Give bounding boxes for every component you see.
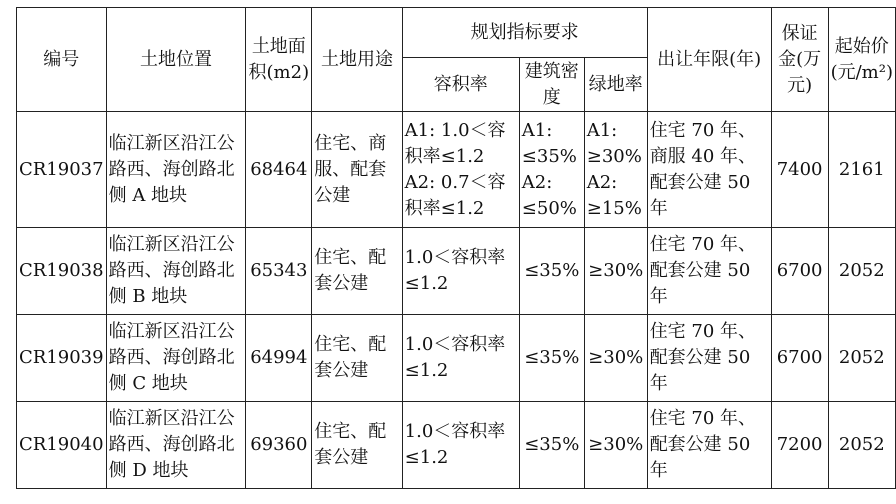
cell-use: 住宅、配套公建 (312, 228, 402, 315)
header-density: 建筑密度 (519, 58, 584, 112)
cell-use: 住宅、商服、配套公建 (312, 112, 402, 228)
cell-deposit: 6700 (771, 228, 828, 315)
table-row (17, 112, 896, 228)
header-far: 容积率 (402, 58, 519, 112)
cell-code: CR19038 (17, 228, 107, 315)
cell-far: A1: 1.0＜容积率≤1.2 A2: 0.7＜容积率≤1.2 (402, 112, 519, 228)
cell-term: 住宅 70 年、商服 40 年、配套公建 50 年 (647, 112, 771, 228)
cell-location: 临江新区沿江公路西、海创路北侧 C 地块 (106, 315, 246, 402)
header-location: 土地位置 (106, 8, 246, 112)
cell-green: ≥30% (584, 315, 647, 402)
cell-start-price: 2052 (828, 315, 895, 402)
cell-far: 1.0＜容积率≤1.2 (402, 315, 519, 402)
cell-location: 临江新区沿江公路西、海创路北侧 A 地块 (106, 112, 246, 228)
cell-term: 住宅 70 年、配套公建 50 年 (647, 315, 771, 402)
cell-location: 临江新区沿江公路西、海创路北侧 D 地块 (106, 402, 246, 489)
cell-far: 1.0＜容积率≤1.2 (402, 402, 519, 489)
header-area: 土地面积(m2) (246, 8, 312, 112)
cell-term: 住宅 70 年、配套公建 50 年 (647, 228, 771, 315)
cell-deposit: 7200 (771, 402, 828, 489)
cell-start-price: 2052 (828, 228, 895, 315)
cell-area: 69360 (246, 402, 312, 489)
cell-green: ≥30% (584, 402, 647, 489)
cell-deposit: 6700 (771, 315, 828, 402)
cell-code: CR19037 (17, 112, 107, 228)
cell-use: 住宅、配套公建 (312, 315, 402, 402)
header-deposit: 保证金(万元) (771, 8, 828, 112)
cell-code: CR19040 (17, 402, 107, 489)
cell-density: A1: ≤35% A2: ≤50% (519, 112, 584, 228)
cell-use: 住宅、配套公建 (312, 402, 402, 489)
land-auction-table (16, 7, 896, 489)
cell-code: CR19039 (17, 315, 107, 402)
cell-start-price: 2052 (828, 402, 895, 489)
cell-green: ≥30% (584, 228, 647, 315)
cell-density: ≤35% (519, 315, 584, 402)
header-green: 绿地率 (584, 58, 647, 112)
header-code: 编号 (17, 8, 107, 112)
header-use: 土地用途 (312, 8, 402, 112)
table-row (17, 315, 896, 402)
header-planning: 规划指标要求 (402, 8, 647, 58)
cell-area: 64994 (246, 315, 312, 402)
cell-term: 住宅 70 年、配套公建 50 年 (647, 402, 771, 489)
cell-area: 65343 (246, 228, 312, 315)
header-start-price: 起始价(元/m²) (828, 8, 895, 112)
cell-deposit: 7400 (771, 112, 828, 228)
cell-far: 1.0＜容积率≤1.2 (402, 228, 519, 315)
cell-green: A1: ≥30% A2: ≥15% (584, 112, 647, 228)
cell-density: ≤35% (519, 228, 584, 315)
cell-area: 68464 (246, 112, 312, 228)
cell-density: ≤35% (519, 402, 584, 489)
header-term: 出让年限(年) (647, 8, 771, 112)
table-row (17, 228, 896, 315)
cell-location: 临江新区沿江公路西、海创路北侧 B 地块 (106, 228, 246, 315)
cell-start-price: 2161 (828, 112, 895, 228)
table-row (17, 402, 896, 489)
